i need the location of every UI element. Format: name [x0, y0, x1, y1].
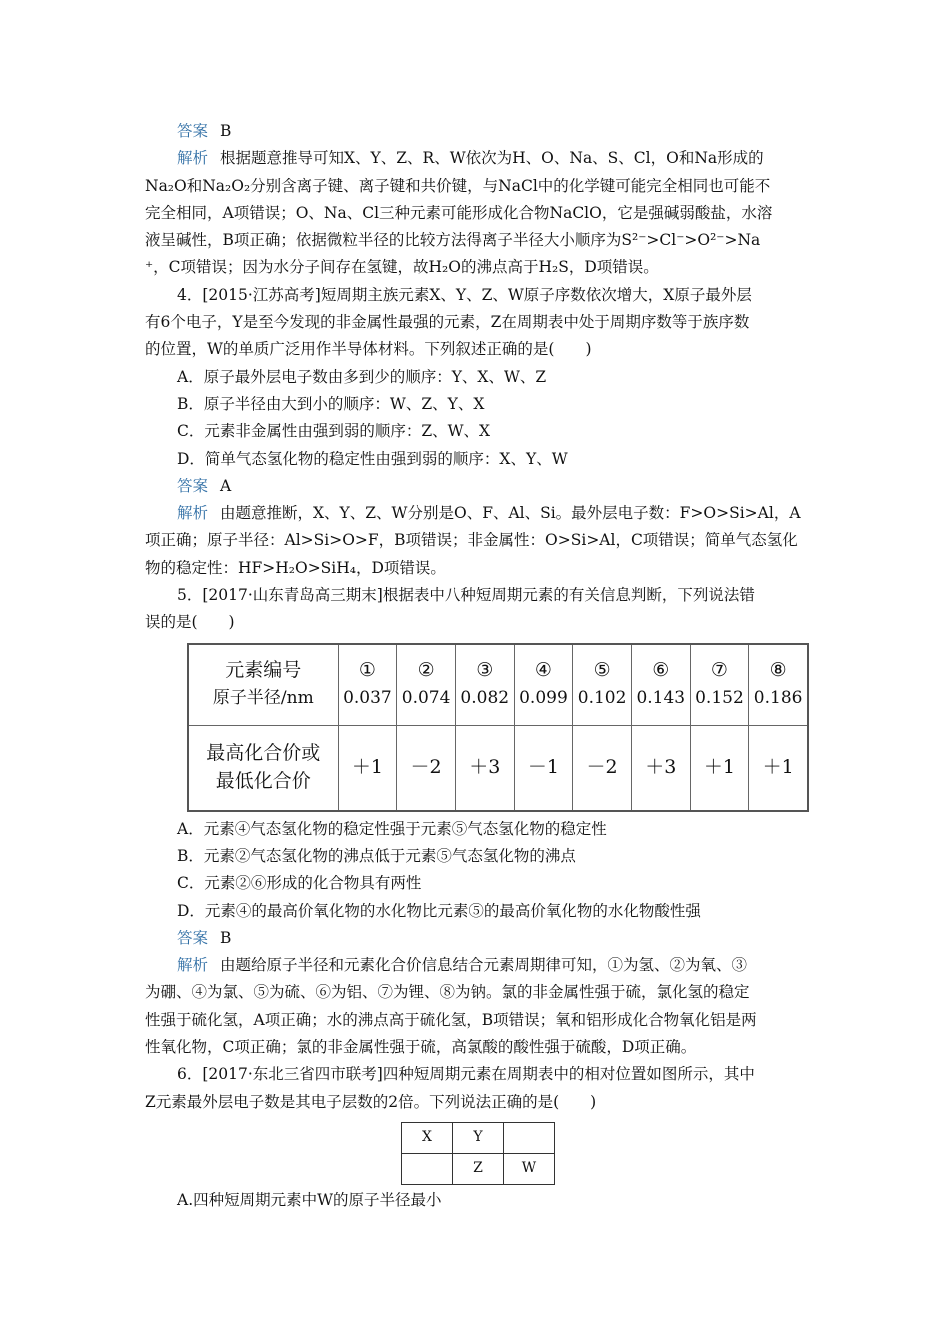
table-cell-valence: ＋3 — [455, 725, 514, 811]
document-page — [145, 118, 809, 1214]
table-cell-valence: －1 — [514, 725, 573, 811]
q4-stem: 有6个电子，Y是至今发现的非金属性最强的元素，Z在周期表中处于周期序数等于族序数 — [145, 313, 750, 332]
table-cell-valence: －2 — [397, 725, 456, 811]
analysis-text: 物的稳定性：HF>H₂O>SiH₄，D项错误。 — [145, 558, 446, 577]
answer-value: B — [220, 122, 232, 140]
answer-label: 答案 — [177, 476, 209, 495]
q5-option-d: D．元素④的最高价氧化物的水化物比元素⑤的最高价氧化物的水化物酸性强 — [177, 901, 701, 920]
q5-analysis-line — [145, 952, 809, 979]
q4-option-c: C．元素非金属性由强到弱的顺序：Z、W、X — [177, 422, 491, 441]
q6-option-a: A.四种短周期元素中W的原子半径最小 — [177, 1190, 442, 1209]
answer-value: B — [220, 928, 232, 947]
q5-option-b: B．元素②气态氢化物的沸点低于元素⑤气态氢化物的沸点 — [177, 846, 576, 865]
table-cell-id: ④ — [514, 644, 573, 685]
table-cell-radius: 0.152 — [690, 685, 749, 726]
q4-option-b: B．原子半径由大到小的顺序：W、Z、Y、X — [177, 394, 485, 413]
q5-option-a: A．元素④气态氢化物的稳定性强于元素⑤气态氢化物的稳定性 — [177, 819, 607, 838]
analysis-label: 解析 — [177, 149, 209, 168]
q4-option-a: A．原子最外层电子数由多到少的顺序：Y、X、W、Z — [177, 367, 547, 386]
grid-cell — [504, 1122, 555, 1153]
analysis-text: 由题给原子半径和元素化合价信息结合元素周期律可知，①为氢、②为氧、③ — [220, 956, 748, 975]
q5-stem: 5．[2017·山东青岛高三期末]根据表中八种短周期元素的有关信息判断，下列说法错 — [177, 586, 755, 605]
valence-label-line: 最高化合价或 — [206, 742, 321, 765]
table-cell-radius: 0.186 — [749, 685, 808, 726]
analysis-text: 完全相同，A项错误；O、Na、Cl三种元素可能形成化合物NaClO，它是强碱弱酸盐，水溶 — [145, 203, 773, 222]
table-cell-id: ① — [338, 644, 397, 685]
table-cell-radius: 0.102 — [573, 685, 632, 726]
table-header-radius: 原子半径/nm — [188, 685, 338, 726]
element-info-table — [187, 643, 809, 812]
table-cell-valence: ＋1 — [749, 725, 808, 811]
table-cell-radius: 0.143 — [631, 685, 690, 726]
grid-cell: X — [402, 1122, 453, 1153]
q5-option-c: C．元素②⑥形成的化合物具有两性 — [177, 874, 422, 893]
grid-cell: Y — [453, 1122, 504, 1153]
answer-label: 答案 — [177, 928, 209, 947]
analysis-text: 由题意推断，X、Y、Z、W分别是O、F、Al、Si。最外层电子数：F>O>Si>Al，A — [220, 504, 801, 523]
table-cell-radius: 0.099 — [514, 685, 573, 726]
table-cell-radius: 0.037 — [338, 685, 397, 726]
q4-answer-line — [145, 473, 809, 500]
table-cell-radius: 0.082 — [455, 685, 514, 726]
answer-label: 答案 — [177, 122, 209, 140]
q6-stem: 6．[2017·东北三省四市联考]四种短周期元素在周期表中的相对位置如图所示，其中 — [177, 1065, 755, 1084]
analysis-label: 解析 — [177, 956, 209, 975]
answer-value: A — [220, 476, 232, 495]
q5-stem: 误的是( ) — [145, 613, 235, 632]
q6-stem: Z元素最外层电子数是其电子层数的2倍。下列说法正确的是( ) — [145, 1092, 597, 1111]
q4-analysis-line — [145, 500, 809, 527]
table-header-element-id: 元素编号 — [188, 644, 338, 685]
q4-option-d: D．简单气态氢化物的稳定性由强到弱的顺序：X、Y、W — [177, 449, 568, 468]
table-cell-id: ⑦ — [690, 644, 749, 685]
analysis-text: 为硼、④为氯、⑤为硫、⑥为铝、⑦为锂、⑧为钠。氯的非金属性强于硫，氯化氢的稳定 — [145, 983, 750, 1002]
q3-analysis-line — [145, 145, 809, 172]
table-cell-id: ③ — [455, 644, 514, 685]
analysis-text: Na₂O和Na₂O₂分别含离子键、离子键和共价键，与NaCl中的化学键可能完全相同也可能不 — [145, 176, 771, 195]
grid-cell: Z — [453, 1153, 504, 1184]
table-cell-id: ② — [397, 644, 456, 685]
table-cell-valence: ＋1 — [690, 725, 749, 811]
q5-answer-line — [145, 925, 809, 952]
table-cell-id: ⑧ — [749, 644, 808, 685]
q4-stem: 4．[2015·江苏高考]短周期主族元素X、Y、Z、W原子序数依次增大，X原子最外层 — [177, 285, 752, 304]
grid-cell — [402, 1153, 453, 1184]
grid-cell: W — [504, 1153, 555, 1184]
valence-label-line: 最低化合价 — [215, 769, 311, 792]
analysis-text: 性强于硫化氢，A项正确；水的沸点高于硫化氢，B项错误；氧和铝形成化合物氧化铝是两 — [145, 1010, 757, 1029]
periodic-position-grid — [401, 1122, 555, 1185]
analysis-text: 根据题意推导可知X、Y、Z、R、W依次为H、O、Na、S、Cl，O和Na形成的 — [220, 149, 764, 168]
q4-stem: 的位置，W的单质广泛用作半导体材料。下列叙述正确的是( ) — [145, 340, 592, 359]
q3-answer-line — [145, 118, 809, 145]
table-cell-radius: 0.074 — [397, 685, 456, 726]
table-cell-valence: ＋1 — [338, 725, 397, 811]
table-cell-id: ⑥ — [631, 644, 690, 685]
analysis-text: 性氧化物，C项正确；氯的非金属性强于硫，高氯酸的酸性强于硫酸，D项正确。 — [145, 1038, 697, 1057]
analysis-text: 项正确；原子半径：Al>Si>O>F，B项错误；非金属性：O>Si>Al，C项错误；简单气态氢化 — [145, 531, 798, 550]
table-cell-valence: －2 — [573, 725, 632, 811]
table-cell-id: ⑤ — [573, 644, 632, 685]
table-cell-valence: ＋3 — [631, 725, 690, 811]
analysis-text: ⁺，C项错误；因为水分子间存在氢键，故H₂O的沸点高于H₂S，D项错误。 — [145, 258, 659, 277]
analysis-text: 液呈碱性，B项正确；依据微粒半径的比较方法得离子半径大小顺序为S²⁻>Cl⁻>O²⁻>Na — [145, 231, 761, 250]
table-header-valence — [188, 725, 338, 811]
analysis-label: 解析 — [177, 504, 209, 523]
